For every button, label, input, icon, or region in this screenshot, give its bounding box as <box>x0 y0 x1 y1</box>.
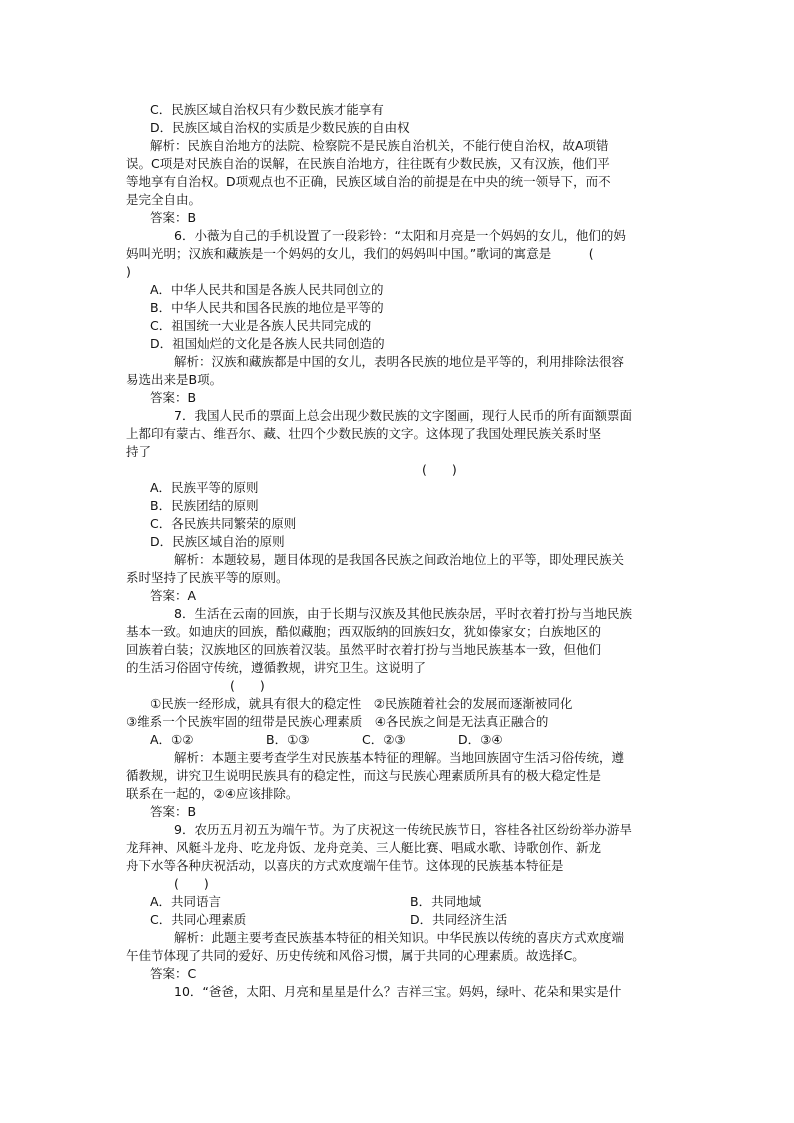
q6-option-c: C．祖国统一大业是各族人民共同完成的 <box>150 318 372 333</box>
q10-stem-line: 10．“爸爸，太阳、月亮和星星是什么？吉祥三宝。妈妈，绿叶、花朵和果实是什 <box>174 984 622 999</box>
q9-options-row <box>150 911 670 929</box>
q5-answer: 答案：B <box>150 210 197 225</box>
q5-option-d: D．民族区域自治权的实质是少数民族的自由权 <box>150 120 410 135</box>
q7-analysis-line: 系时坚持了民族平等的原则。 <box>126 570 289 585</box>
q6-stem-line: 6．小薇为自己的手机设置了一段彩铃：“太阳和月亮是一个妈妈的女儿，他们的妈 <box>174 228 626 243</box>
q6-option-d: D．祖国灿烂的文化是各族人民共同创造的 <box>150 336 385 351</box>
q9-option-c: C．共同心理素质 <box>150 912 247 927</box>
q7-option-b: B．民族团结的原则 <box>150 498 259 513</box>
q6-option-b: B．中华人民共和国各民族的地位是平等的 <box>150 300 384 315</box>
q9-answer: 答案：C <box>150 966 197 981</box>
q8-option-a: A．①② <box>150 732 194 747</box>
q9-analysis-line: 午佳节体现了共同的爱好、历史传统和风俗习惯，属于共同的心理素质。故选择C。 <box>126 948 585 963</box>
q8-analysis-line: 循教规，讲究卫生说明民族具有的稳定性，而这与民族心理素质所具有的极大稳定性是 <box>126 768 602 783</box>
q8-stem-line: 的生活习俗固守传统，遵循教规，讲究卫生。这说明了 <box>126 660 427 675</box>
q9-option-b: B．共同地域 <box>410 894 482 909</box>
q5-option-c: C．民族区域自治权只有少数民族才能享有 <box>150 102 384 117</box>
q8-analysis-line: 解析：本题主要考查学生对民族基本特征的理解。当地回族固守生活习俗传统，遵 <box>174 750 625 765</box>
q6-stem-line: 妈叫光明；汉族和藏族是一个妈妈的女儿，我们的妈妈叫中国。”歌词的寓意是 ( <box>126 246 594 261</box>
q9-option-d: D．共同经济生活 <box>410 912 508 927</box>
q7-option-a: A．民族平等的原则 <box>150 480 259 495</box>
q8-stem-line: 8．生活在云南的回族，由于长期与汉族及其他民族杂居，平时衣着打扮与当地民族 <box>174 606 632 621</box>
q5-analysis-line: 误。C项是对民族自治的误解，在民族自治地方，往往既有少数民族，又有汉族，他们平 <box>126 156 610 171</box>
q7-option-c: C．各民族共同繁荣的原则 <box>150 516 297 531</box>
q7-stem-line: 7．我国人民币的票面上总会出现少数民族的文字图画，现行人民币的所有面额票面 <box>174 408 632 423</box>
q6-option-a: A．中华人民共和国是各族人民共同创立的 <box>150 282 384 297</box>
q8-stem-line: 回族着白装；汉族地区的回族着汉装。虽然平时衣着打扮与当地民族基本一致，但他们 <box>126 642 602 657</box>
q8-statement-line: ①民族一经形成，就具有很大的稳定性 ②民族随着社会的发展而逐渐被同化 <box>150 696 573 711</box>
q5-analysis-line: 解析：民族自治地方的法院、检察院不是民族自治机关，不能行使自治权，故A项错 <box>150 138 609 153</box>
document-page <box>126 101 670 1001</box>
q8-option-c: C．②③ <box>362 732 406 747</box>
q5-analysis-line: 是完全自由。 <box>126 192 202 207</box>
q9-options-row <box>150 893 670 911</box>
q6-analysis-line: 解析：汉族和藏族都是中国的女儿，表明各民族的地位是平等的，利用排除法很容 <box>174 354 625 369</box>
q9-answer-paren: ( ) <box>174 876 209 891</box>
q9-stem-line: 舟下水等各种庆祝活动，以喜庆的方式欢度端午佳节。这体现的民族基本特征是 <box>126 858 564 873</box>
q6-stem-paren: ) <box>126 264 131 279</box>
q8-statement-line: ③维系一个民族牢固的纽带是民族心理素质 ④各民族之间是无法真正融合的 <box>126 714 549 729</box>
q8-answer: 答案：B <box>150 804 197 819</box>
q7-stem-line: 持了 <box>126 444 152 459</box>
q9-option-a: A．共同语言 <box>150 894 222 909</box>
q6-analysis-line: 易选出来是B项。 <box>126 372 223 387</box>
q7-answer: 答案：A <box>150 588 197 603</box>
q6-answer: 答案：B <box>150 390 197 405</box>
q9-stem-line: 9．农历五月初五为端午节。为了庆祝这一传统民族节日，容桂各社区纷纷举办游旱 <box>174 822 632 837</box>
q8-analysis-line: 联系在一起的，②④应该排除。 <box>126 786 299 801</box>
q7-answer-paren: ( ) <box>422 462 457 477</box>
q7-option-d: D．民族区域自治的原则 <box>150 534 285 549</box>
q9-stem-line: 龙拜神、风艇斗龙舟、吃龙舟饭、龙舟竞美、三人艇比赛、唱咸水歌、诗歌创作、新龙 <box>126 840 602 855</box>
q8-option-b: B．①③ <box>266 732 310 747</box>
q7-analysis-line: 解析：本题较易，题目体现的是我国各民族之间政治地位上的平等，即处理民族关 <box>174 552 625 567</box>
q7-stem-line: 上都印有蒙古、维吾尔、藏、壮四个少数民族的文字。这体现了我国处理民族关系时坚 <box>126 426 602 441</box>
q8-stem-line: 基本一致。如迪庆的回族，酷似藏胞；西双版纳的回族妇女，犹如傣家女；白族地区的 <box>126 624 602 639</box>
q8-options-row <box>150 731 670 749</box>
q8-option-d: D．③④ <box>458 732 503 747</box>
q9-analysis-line: 解析：此题主要考查民族基本特征的相关知识。中华民族以传统的喜庆方式欢度端 <box>174 930 625 945</box>
q5-analysis-line: 等地享有自治权。D项观点也不正确，民族区域自治的前提是在中央的统一领导下，而不 <box>126 174 611 189</box>
q8-answer-paren: ( ) <box>230 678 265 693</box>
